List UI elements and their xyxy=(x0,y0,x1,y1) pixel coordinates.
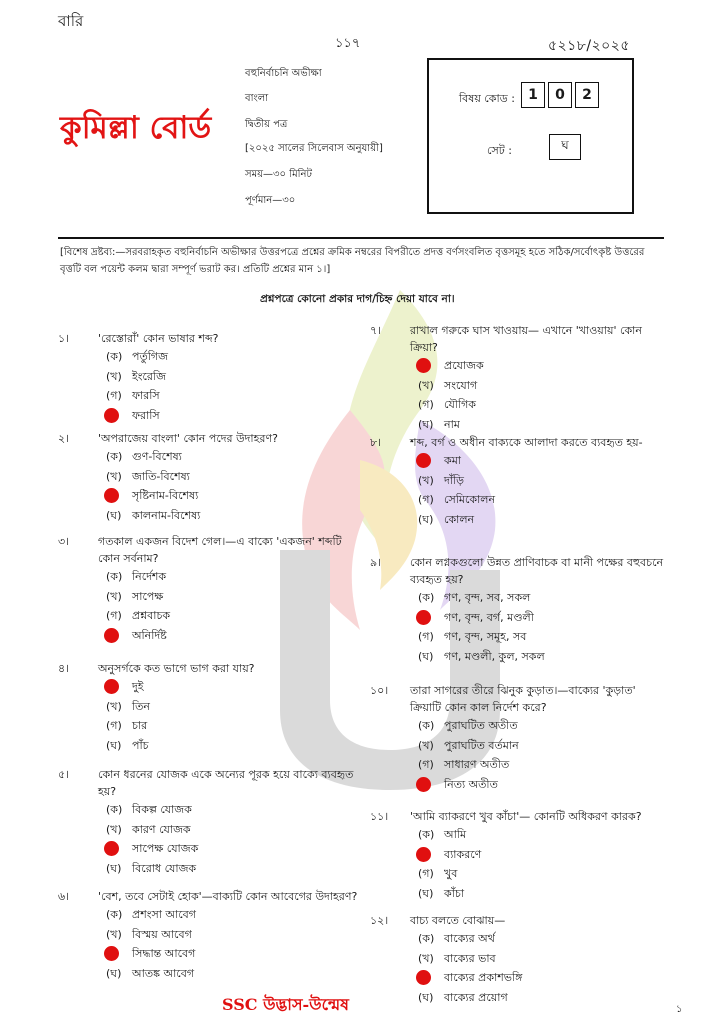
option-label: (খ) xyxy=(106,469,122,483)
serial-number: ১১৭ xyxy=(335,36,361,51)
option-label: (ক) xyxy=(418,591,435,604)
option-text: বাক্যের প্রয়োগ xyxy=(444,990,508,1004)
option-label: (খ) xyxy=(106,699,122,713)
filled-answer-bubble xyxy=(104,946,119,961)
exam-type: বহুনির্বাচনি অভীক্ষা xyxy=(245,68,322,79)
board-name: কুমিল্লা বোর্ড xyxy=(60,110,212,146)
option-label: (খ) xyxy=(418,951,434,965)
question-number: ৭। xyxy=(370,324,382,337)
option-label: (ক) xyxy=(106,908,123,921)
option-text: পর্তুগিজ xyxy=(132,350,168,363)
filled-answer-bubble xyxy=(416,970,431,985)
option-text: দাঁড়ি xyxy=(444,473,464,487)
option-item[interactable] xyxy=(418,736,670,756)
option-label: (খ) xyxy=(418,473,434,487)
option-label: (ঘ) xyxy=(106,966,122,980)
option-label: (গ) xyxy=(418,630,434,643)
filled-answer-bubble xyxy=(104,679,119,694)
option-text: কমা xyxy=(444,454,461,467)
code-digit: 2 xyxy=(575,82,599,108)
option-label: (ঘ) xyxy=(418,886,434,900)
option-item[interactable] xyxy=(418,415,670,435)
set-label: সেট : xyxy=(487,144,512,157)
option-text: বিস্ময় আবেগ xyxy=(132,927,192,941)
option-label: (ঘ) xyxy=(418,417,434,431)
option-text: সেমিকোলন xyxy=(444,493,496,506)
option-item[interactable] xyxy=(106,347,358,367)
option-label: (ঘ) xyxy=(418,512,434,526)
option-item[interactable] xyxy=(106,486,358,506)
option-label: (খ) xyxy=(106,927,122,941)
option-item[interactable] xyxy=(106,944,358,964)
option-item[interactable] xyxy=(106,447,358,467)
question-item xyxy=(58,766,358,878)
question-item xyxy=(370,682,670,794)
special-notice: [বিশেষ দ্রষ্টব্য:—সরবরাহকৃত বহুনির্বাচনি অভীক্ষার উত্তরপত্রে প্রশ্নের ক্রমিক নম্বরের বিপরীতে প্রদত্ত বর্ণসংবলিত বৃত্তসমূহ হতে সঠিক/সর্বোৎকৃষ্ট উত্তরের বৃত্তটি বল পয়েন্ট কলম দ্বারা সম্পূর্ণ ভরাট কর। প্রতিটি প্রশ্নের মান ১।] xyxy=(60,247,645,275)
option-label: (ক) xyxy=(106,570,123,583)
option-text: কোলন xyxy=(444,512,475,526)
option-label: (ঘ) xyxy=(418,990,434,1004)
question-item xyxy=(58,330,358,425)
option-label: (খ) xyxy=(418,378,434,392)
option-text: কারণ যোজক xyxy=(132,822,191,836)
option-text: গণ, বৃন্দ, সব, সকল xyxy=(444,591,531,604)
option-item[interactable] xyxy=(418,884,670,904)
question-text: কোন ধরনের যোজক একে অন্যের পূরক হয়ে বাক্যে ব্যবহৃত হয়? xyxy=(98,768,354,798)
option-item[interactable] xyxy=(106,677,358,697)
option-text: ফারসি xyxy=(132,389,160,402)
question-item xyxy=(58,430,358,525)
code-digit: 1 xyxy=(521,82,545,108)
option-label: (ক) xyxy=(106,803,123,816)
option-text: সিদ্ধান্ত আবেগ xyxy=(132,947,196,960)
filled-answer-bubble xyxy=(416,847,431,862)
syllabus-note: [২০২৫ সালের সিলেবাস অনুযায়ী] xyxy=(245,143,383,154)
option-item[interactable] xyxy=(106,606,358,626)
option-text: প্রশংসা আবেগ xyxy=(132,908,196,921)
option-text: ফরাসি xyxy=(132,408,160,422)
option-item[interactable] xyxy=(418,395,670,415)
question-item xyxy=(370,434,670,529)
option-item[interactable] xyxy=(106,626,358,646)
option-label: (ঘ) xyxy=(106,738,122,752)
option-item[interactable] xyxy=(418,929,670,949)
page-number: ১ xyxy=(676,1004,683,1015)
option-item[interactable] xyxy=(418,376,670,396)
option-item[interactable] xyxy=(418,968,670,988)
option-item[interactable] xyxy=(418,864,670,884)
question-item xyxy=(370,912,670,1007)
option-label: (খ) xyxy=(106,369,122,383)
question-item xyxy=(58,660,358,755)
option-item[interactable] xyxy=(106,386,358,406)
question-number: ৫। xyxy=(58,768,70,781)
option-item[interactable] xyxy=(418,716,670,736)
option-item[interactable] xyxy=(106,964,358,984)
option-item[interactable] xyxy=(418,775,670,795)
option-text: সাপেক্ষ যোজক xyxy=(132,842,199,855)
option-label: (ক) xyxy=(106,350,123,363)
option-label: (গ) xyxy=(106,719,122,732)
option-label: (খ) xyxy=(106,589,122,603)
option-text: জাতি-বিশেষ্য xyxy=(132,469,190,483)
option-item[interactable] xyxy=(418,627,670,647)
option-label: (গ) xyxy=(418,398,434,411)
option-label: (গ) xyxy=(418,758,434,771)
option-text: সাপেক্ষ xyxy=(132,589,164,603)
question-text: 'অপরাজেয় বাংলা' কোন পদের উদাহরণ? xyxy=(98,432,278,445)
option-text: কাঁচা xyxy=(444,886,465,900)
question-number: ১০। xyxy=(370,684,389,697)
question-text: শব্দ, বর্গ ও অধীন বাক্যকে আলাদা করতে ব্যবহৃত হয়- xyxy=(410,436,643,449)
option-text: চার xyxy=(132,719,148,732)
paper-name: দ্বিতীয় পত্র xyxy=(245,119,288,130)
set-value: ঘ xyxy=(549,134,581,160)
question-number: ১। xyxy=(58,332,70,345)
option-item[interactable] xyxy=(106,367,358,387)
option-item[interactable] xyxy=(106,406,358,426)
question-number: ৪। xyxy=(58,662,70,675)
option-label: (ক) xyxy=(418,828,435,841)
exam-time: সময়—৩০ মিনিট xyxy=(245,169,312,180)
filled-answer-bubble xyxy=(416,453,431,468)
question-text: কোন লগ্নকগুলো উন্নত প্রাণিবাচক বা মানী পক্ষের বহুবচনে ব্যবহৃত হয়? xyxy=(410,556,664,586)
filled-answer-bubble xyxy=(104,841,119,856)
option-item[interactable] xyxy=(106,736,358,756)
subject-code-digits xyxy=(521,82,602,108)
option-label: (গ) xyxy=(418,493,434,506)
option-text: ইংরেজি xyxy=(132,369,166,383)
option-text: প্রশ্নবাচক xyxy=(132,609,171,622)
option-item[interactable] xyxy=(418,471,670,491)
option-text: বিকল্প যোজক xyxy=(132,803,192,816)
option-text: দুই xyxy=(132,680,144,693)
filled-answer-bubble xyxy=(104,408,119,423)
question-text: বাচ্য বলতে বোঝায়— xyxy=(410,914,506,927)
option-text: গণ, বৃন্দ, সমূহ, সব xyxy=(444,630,527,643)
question-number: ১১। xyxy=(370,810,389,823)
filled-answer-bubble xyxy=(416,777,431,792)
filled-answer-bubble xyxy=(104,488,119,503)
option-text: সংযোগ xyxy=(444,378,478,392)
option-text: যৌগিক xyxy=(444,398,476,411)
option-label: (গ) xyxy=(106,609,122,622)
filled-answer-bubble xyxy=(416,358,431,373)
question-item xyxy=(370,554,670,666)
option-text: পুরাঘটিত বর্তমান xyxy=(444,738,519,752)
option-text: বাক্যের প্রকাশভঙ্গি xyxy=(444,971,523,984)
subject-code-label: বিষয় কোড : xyxy=(459,92,515,105)
option-text: বিরোধ যোজক xyxy=(132,861,197,875)
option-label: (ক) xyxy=(106,450,123,463)
question-number: ৯। xyxy=(370,556,382,569)
option-text: সাধারণ অতীত xyxy=(444,758,510,771)
question-number: ৮। xyxy=(370,436,382,449)
question-number: ২। xyxy=(58,432,70,445)
option-label: (গ) xyxy=(106,389,122,402)
option-text: গণ, মণ্ডলী, কুল, সকল xyxy=(444,649,545,663)
option-item[interactable] xyxy=(106,697,358,717)
option-item[interactable] xyxy=(418,755,670,775)
question-text: তারা সাগরের তীরে ঝিনুক কুড়াত।—বাক্যের 'কুড়াত' ক্রিয়াটি কোন কাল নির্দেশ করে? xyxy=(410,684,636,714)
option-item[interactable] xyxy=(418,845,670,865)
option-text: তিন xyxy=(132,699,150,713)
option-item[interactable] xyxy=(418,608,670,628)
option-item[interactable] xyxy=(106,587,358,607)
option-item[interactable] xyxy=(106,467,358,487)
option-item[interactable] xyxy=(106,800,358,820)
question-text: 'আমি ব্যাকরণে খুব কাঁচা'— কোনটি অধিকরণ কারক? xyxy=(410,810,642,823)
paper-code: ৫২১৮/২০২৫ xyxy=(548,38,630,54)
option-label: (খ) xyxy=(418,738,434,752)
option-text: বাক্যের ভাব xyxy=(444,951,496,965)
filled-answer-bubble xyxy=(104,628,119,643)
question-text: অনুসর্গকে কত ভাগে ভাগ করা যায়? xyxy=(98,662,255,675)
option-text: নির্দেশক xyxy=(132,570,167,583)
question-number: ৩। xyxy=(58,535,70,548)
option-text: কালনাম-বিশেষ্য xyxy=(132,508,201,522)
filled-answer-bubble xyxy=(416,610,431,625)
option-text: সৃষ্টিনাম-বিশেষ্য xyxy=(132,489,199,502)
option-text: পুরাঘটিত অতীত xyxy=(444,719,518,732)
option-item[interactable] xyxy=(418,510,670,530)
option-text: গুণ-বিশেষ্য xyxy=(132,450,182,463)
option-item[interactable] xyxy=(106,925,358,945)
option-text: নিত্য অতীত xyxy=(444,777,498,791)
no-marks-notice: প্রশ্নপত্রে কোনো প্রকার দাগ/চিহ্ন দেয়া যাবে না। xyxy=(260,293,455,305)
subject-name: বাংলা xyxy=(245,93,269,104)
option-item[interactable] xyxy=(418,490,670,510)
option-item[interactable] xyxy=(106,839,358,859)
option-item[interactable] xyxy=(106,820,358,840)
option-text: আতঙ্ক আবেগ xyxy=(132,966,195,980)
question-text: গতকাল একজন বিদেশ গেল।—এ বাক্যে 'একজন' শব্দটি কোন সর্বনাম? xyxy=(98,535,342,565)
option-item[interactable] xyxy=(106,716,358,736)
divider xyxy=(58,237,664,239)
option-text: ব্যাকরণে xyxy=(444,847,482,861)
option-item[interactable] xyxy=(418,988,670,1008)
option-text: অনির্দিষ্ট xyxy=(132,628,167,642)
option-item[interactable] xyxy=(106,567,358,587)
code-digit: 0 xyxy=(548,82,572,108)
full-marks: পূর্ণমান—৩০ xyxy=(245,195,296,206)
option-text: নাম xyxy=(444,417,460,431)
subject-code-box xyxy=(427,58,634,214)
option-text: গণ, বৃন্দ, বর্গ, মণ্ডলী xyxy=(444,610,534,624)
option-item[interactable] xyxy=(106,859,358,879)
option-label: (ক) xyxy=(418,932,435,945)
option-text: খুব xyxy=(444,867,458,880)
option-item[interactable] xyxy=(418,825,670,845)
option-item[interactable] xyxy=(418,588,670,608)
question-item xyxy=(370,808,670,903)
question-number: ৬। xyxy=(58,890,70,903)
option-text: বাক্যের অর্থ xyxy=(444,932,495,945)
question-text: 'রেস্তোরাঁ' কোন ভাষার শব্দ? xyxy=(98,332,219,345)
option-item[interactable] xyxy=(418,949,670,969)
question-item xyxy=(370,322,670,434)
option-label: (খ) xyxy=(106,822,122,836)
option-label: (ঘ) xyxy=(106,508,122,522)
footer-brand: SSC উদ্ভাস-উন্মেষ xyxy=(222,995,349,1014)
option-item[interactable] xyxy=(106,905,358,925)
option-item[interactable] xyxy=(106,506,358,526)
option-text: আমি xyxy=(444,828,467,841)
option-label: (ঘ) xyxy=(418,649,434,663)
option-item[interactable] xyxy=(418,451,670,471)
option-text: পাঁচ xyxy=(132,738,149,752)
option-label: (গ) xyxy=(418,867,434,880)
option-text: প্রযোজক xyxy=(444,359,484,372)
option-label: (ঘ) xyxy=(106,861,122,875)
option-item[interactable] xyxy=(418,356,670,376)
question-text: রাখাল গরুকে ঘাস খাওয়ায়— এখানে 'খাওয়ায়' কোন ক্রিয়া? xyxy=(410,324,642,354)
question-number: ১২। xyxy=(370,914,389,927)
question-item xyxy=(58,533,358,645)
corner-mark: বারি xyxy=(58,12,84,30)
option-label: (ক) xyxy=(418,719,435,732)
option-item[interactable] xyxy=(418,647,670,667)
question-text: 'বেশ, তবে সেটাই হোক'—বাক্যটি কোন আবেগের উদাহরণ? xyxy=(98,890,358,903)
question-item xyxy=(58,888,358,983)
